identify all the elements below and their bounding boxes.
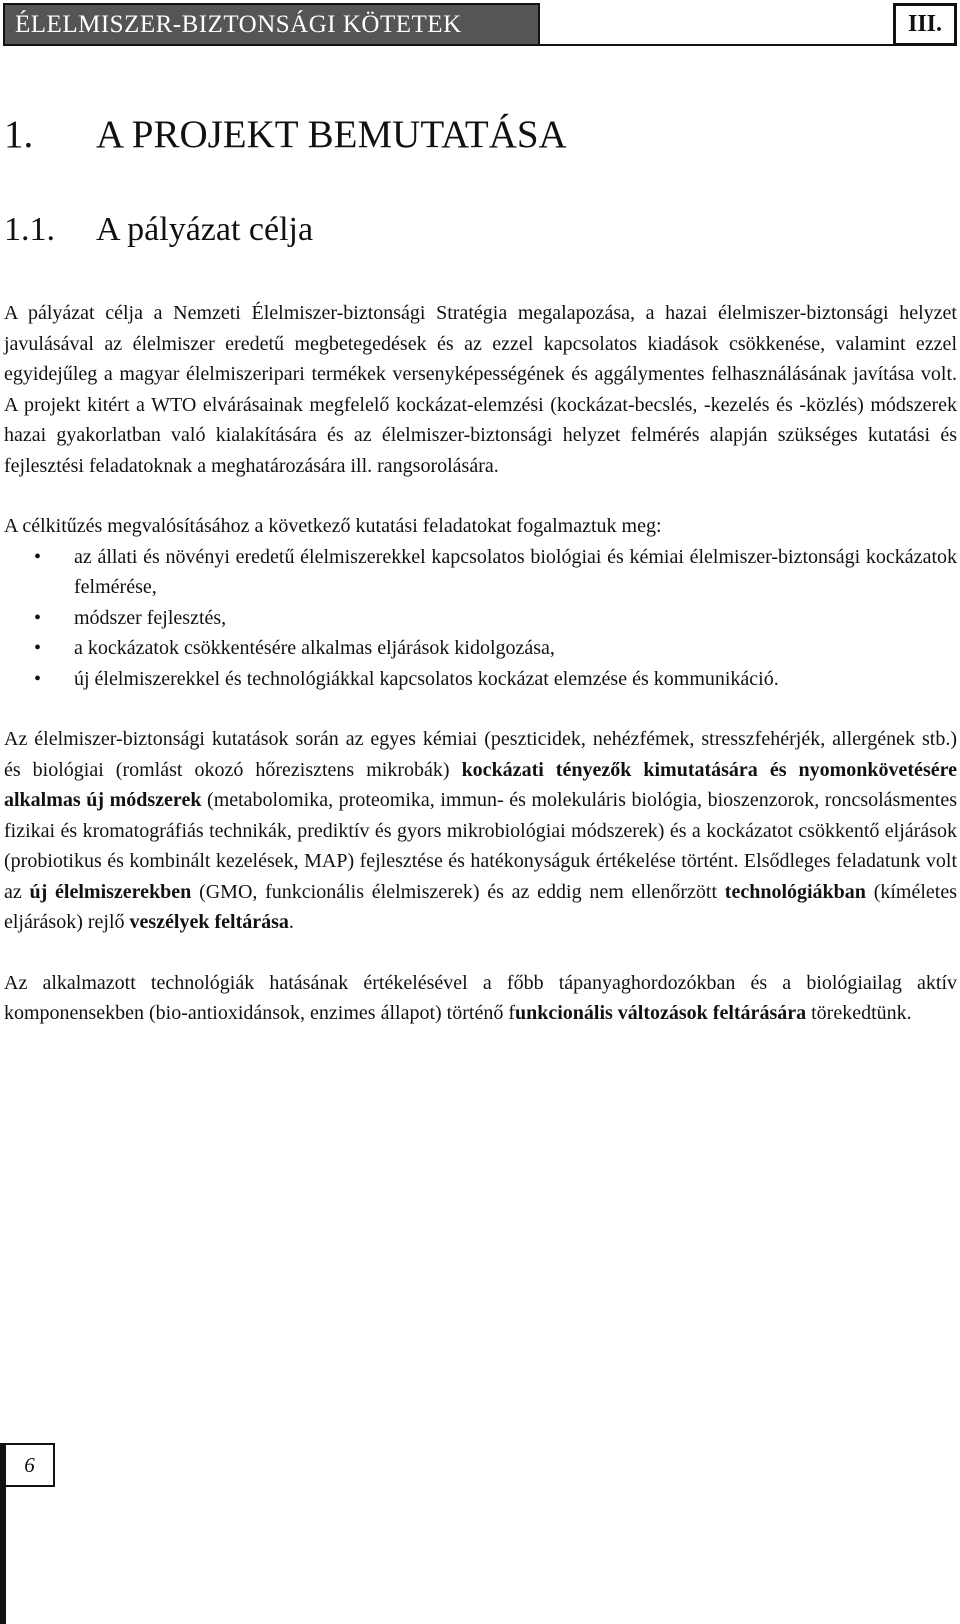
header-rule (540, 44, 896, 46)
list-item: • módszer fejlesztés, (4, 603, 957, 634)
paragraph-tasks-intro: A célkitűzés megvalósításához a következő kutatási feladatokat fogalmaztuk meg: (4, 515, 662, 537)
subsection-heading (4, 208, 313, 252)
list-item: • új élelmiszerekkel és technológiákkal kapcsolatos kockázat elemzése és kommunikáció. (4, 664, 957, 695)
volume-number: III. (907, 11, 943, 37)
subsection-title: A pályázat célja (96, 211, 314, 248)
bullet-icon: • (34, 606, 42, 629)
series-title-tab (3, 3, 540, 46)
volume-number-box (893, 3, 957, 46)
paragraph-research: Az élelmiszer-biztonsági kutatások során az egyes kémiai (peszticidek, nehézfémek, stresszfehérjék, allergének stb.) és biológiai (romlást okozó hőrezisztens mikrobák) kockázati tényezők kimutatására és nyomonkövetésére alkalmas új módszerek (metabolomika, proteomika, immun- és molekuláris biológia, bioszenzorok, roncsolásmentes fizikai és kromatográfiás technikák, prediktív és gyors mikrobiológiai módszerek) és a kockázatot csökkentő eljárások (probiotikus és kombinált kezelések, MAP) fejlesztése és hatékonyságuk értékelése történt. Elsődleges feladatunk volt az új élelmiszerekben (GMO, funkcionális élelmiszerek) és az eddig nem ellenőrzött technológiákban (kíméletes eljárások) rejlő veszélyek feltárása. (4, 728, 957, 933)
body-text (4, 298, 957, 1029)
bullet-icon: • (34, 667, 42, 690)
paragraph-technology: Az alkalmazott technológiák hatásának értékelésével a főbb tápanyaghordozókban és a biológiailag aktív komponensekben (bio-antioxidánsok, enzimes állapot) történő funkcionális változások feltárására törekedtünk. (4, 971, 957, 1024)
section-heading (4, 112, 567, 158)
page-number-box (6, 1443, 55, 1487)
series-title: ÉLELMISZER-BIZTONSÁGI KÖTETEK (15, 11, 462, 38)
list-item: • az állati és növényi eredetű élelmiszerekkel kapcsolatos biológiai és kémiai élelmiszer-biztonsági kockázatok felmérése, (4, 542, 957, 603)
subsection-number: 1.1. (4, 211, 55, 248)
page-number: 6 (24, 1453, 35, 1477)
bullet-icon: • (34, 545, 42, 568)
list-item: • a kockázatok csökkentésére alkalmas eljárások kidolgozása, (4, 633, 957, 664)
bullet-icon: • (34, 637, 42, 659)
section-title: A PROJEKT BEMUTATÁSA (96, 113, 567, 156)
paragraph-goal: A pályázat célja a Nemzeti Élelmiszer-biztonsági Stratégia megalapozása, a hazai élelmiszer-biztonsági helyzet javulásával az élelmiszer eredetű megbetegedések és az ezzel kapcsolatos kiadások csökkenése, valamint ezzel egyidejűleg a magyar élelmiszeripari termékek versenyképességének és aggálymentes felhasználásának javítása volt. A projekt kitért a WTO elvárásainak megfelelő kockázat-elemzési (kockázat-becslés, -kezelés és -közlés) módszerek hazai gyakorlatban való kialakítására és az élelmiszer-biztonsági helyzet felmérés alapján szükséges kutatási és fejlesztési feladatoknak a meghatározására ill. rangsorolására. (4, 302, 957, 477)
section-number: 1. (4, 113, 34, 156)
task-list (4, 542, 957, 695)
